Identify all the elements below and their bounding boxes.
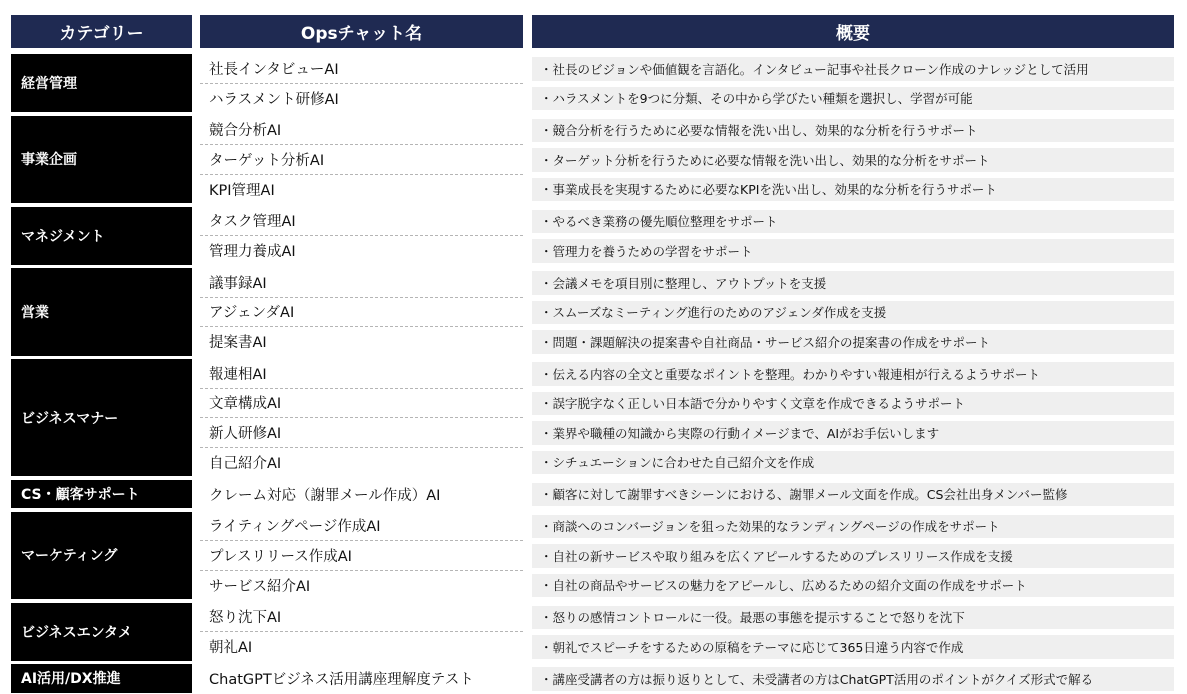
chat-name-cell: 新人研修AI xyxy=(200,418,523,448)
chat-name-cell: プレスリリース作成AI xyxy=(200,541,523,571)
summary-cell: ・競合分析を行うために必要な情報を洗い出し、効果的な分析を行うサポート xyxy=(532,119,1174,143)
summary-cell: ・講座受講者の方は振り返りとして、未受講者の方はChatGPT活用のポイントがクイズ形式で解る xyxy=(532,667,1174,691)
chat-name-cell: 朝礼AI xyxy=(209,640,253,657)
summary-cell: ・スムーズなミーティング進行のためのアジェンダ作成を支援 xyxy=(532,301,1174,325)
chat-name-cell: アジェンダAI xyxy=(200,298,523,328)
summary-cell: ・管理力を養うための学習をサポート xyxy=(532,239,1174,263)
header-chat-name xyxy=(200,15,523,48)
header-category-label: カテゴリー xyxy=(59,24,144,44)
summary-cell: ・やるべき業務の優先順位整理をサポート xyxy=(532,210,1174,234)
summary-cell: ・問題・課題解決の提案書や自社商品・サービス紹介の提案書の作成をサポート xyxy=(532,330,1174,354)
chat-name-cell: 社長インタビューAI xyxy=(200,54,523,84)
chat-name-cell: 競合分析AI xyxy=(200,116,523,146)
category-cell: 営業 xyxy=(11,268,192,356)
header-summary xyxy=(532,15,1174,48)
summary-cell: ・朝礼でスピーチをするための原稿をテーマに応じて365日違う内容で作成 xyxy=(532,635,1174,659)
summary-cell: ・自社の商品やサービスの魅力をアピールし、広めるための紹介文面の作成をサポート xyxy=(532,574,1174,598)
summary-cell: ・自社の新サービスや取り組みを広くアピールするためのプレスリリース作成を支援 xyxy=(532,544,1174,568)
chat-name-cell: 自己紹介AI xyxy=(209,455,282,472)
header-category xyxy=(11,15,192,48)
summary-cell: ・ハラスメントを9つに分類、その中から学びたい種類を選択し、学習が可能 xyxy=(532,87,1174,111)
summary-cell: ・社長のビジョンや価値観を言語化。インタビュー記事や社長クローン作成のナレッジとして活用 xyxy=(532,57,1174,81)
category-cell: AI活用/DX推進 xyxy=(11,664,192,693)
summary-cell: ・会議メモを項目別に整理し、アウトプットを支援 xyxy=(532,271,1174,295)
chat-name-cell: ターゲット分析AI xyxy=(200,145,523,175)
summary-cell: ・商談へのコンバージョンを狙った効果的なランディングページの作成をサポート xyxy=(532,515,1174,539)
header-chat-name-label: Opsチャット名 xyxy=(300,24,423,44)
summary-cell: ・顧客に対して謝罪すべきシーンにおける、謝罪メール文面を作成。CS会社出身メンバー監修 xyxy=(532,483,1174,507)
chat-name-cell: 文章構成AI xyxy=(200,389,523,419)
chat-name-cell: クレーム対応（謝罪メール作成）AI xyxy=(209,487,441,504)
chat-name-cell: 議事録AI xyxy=(200,268,523,298)
header-summary-label: 概要 xyxy=(836,24,870,44)
summary-cell: ・ターゲット分析を行うために必要な情報を洗い出し、効果的な分析をサポート xyxy=(532,148,1174,172)
summary-cell: ・誤字脱字なく正しい日本語で分かりやすく文章を作成できるようサポート xyxy=(532,392,1174,416)
summary-cell: ・伝える内容の全文と重要なポイントを整理。わかりやすい報連相が行えるようサポート xyxy=(532,362,1174,386)
chat-name-cell: ChatGPTビジネス活用講座理解度テスト xyxy=(209,672,474,689)
chat-name-cell: タスク管理AI xyxy=(200,207,523,237)
chat-name-cell: ハラスメント研修AI xyxy=(209,91,339,108)
summary-cell: ・業界や職種の知識から実際の行動イメージまで、AIがお手伝いします xyxy=(532,421,1174,445)
category-cell: マーケティング xyxy=(11,512,192,600)
chat-name-cell: 管理力養成AI xyxy=(209,244,296,261)
category-cell: ビジネスエンタメ xyxy=(11,603,192,661)
category-cell: 経営管理 xyxy=(11,54,192,112)
chat-name-cell: KPI管理AI xyxy=(209,182,275,199)
category-cell: ビジネスマナー xyxy=(11,359,192,476)
chat-name-cell: サービス紹介AI xyxy=(209,578,311,595)
chat-name-cell: 報連相AI xyxy=(200,359,523,389)
chat-name-cell: 怒り沈下AI xyxy=(200,603,523,633)
summary-cell: ・怒りの感情コントロールに一役。最悪の事態を提示することで怒りを沈下 xyxy=(532,606,1174,630)
chat-name-cell: 提案書AI xyxy=(209,335,267,352)
summary-cell: ・シチュエーションに合わせた自己紹介文を作成 xyxy=(532,451,1174,475)
summary-cell: ・事業成長を実現するために必要なKPIを洗い出し、効果的な分析を行うサポート xyxy=(532,178,1174,202)
category-cell: CS・顧客サポート xyxy=(11,480,192,509)
category-cell: マネジメント xyxy=(11,207,192,265)
category-cell: 事業企画 xyxy=(11,116,192,204)
chat-name-cell: ライティングページ作成AI xyxy=(200,512,523,542)
